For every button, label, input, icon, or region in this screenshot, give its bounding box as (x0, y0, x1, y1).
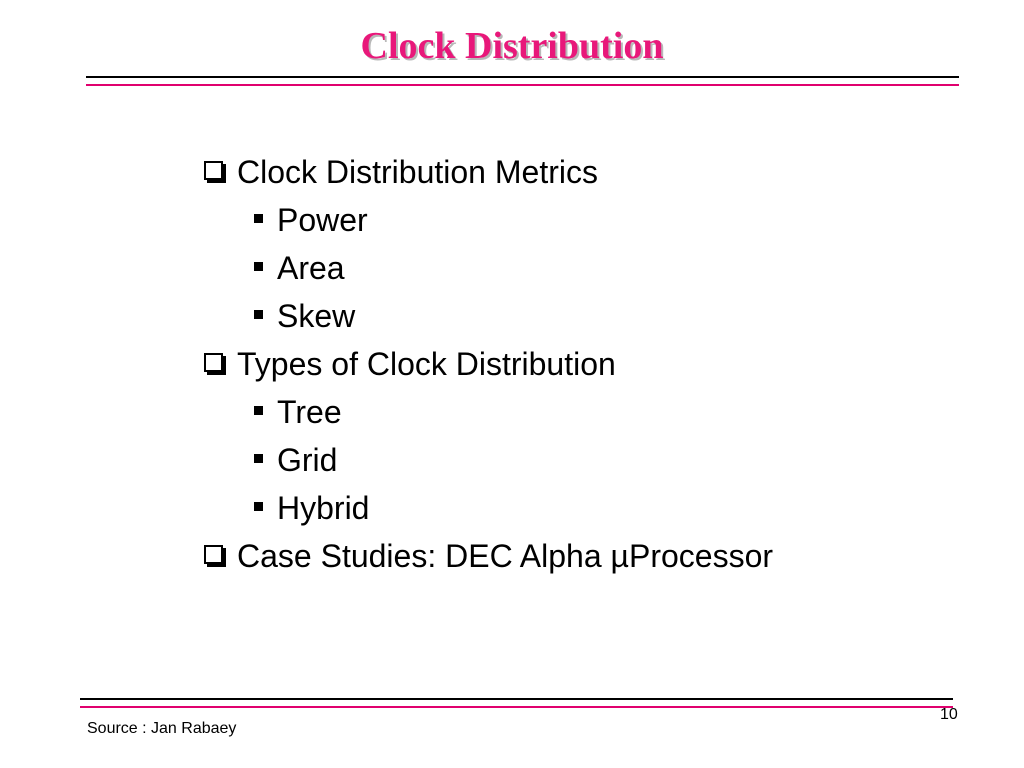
sub-bullet-item (202, 196, 773, 244)
square-bullet-icon (254, 502, 263, 511)
checkbox-icon (204, 545, 223, 564)
square-bullet-icon (254, 454, 263, 463)
sub-bullet-text: Grid (277, 441, 338, 478)
bullet-list (202, 148, 773, 580)
sub-bullet-text: Tree (277, 393, 342, 430)
bullet-text: Clock Distribution Metrics (237, 153, 598, 190)
bullet-item (202, 340, 773, 388)
sub-bullet-text: Power (277, 201, 368, 238)
square-bullet-icon (254, 214, 263, 223)
sub-bullet-text: Skew (277, 297, 356, 334)
bullet-text: Case Studies: DEC Alpha µProcessor (237, 537, 774, 574)
page-number: 10 (940, 706, 958, 723)
header-rule-black (86, 76, 959, 78)
footer-rule-black (80, 698, 953, 700)
sub-bullet-text: Hybrid (277, 489, 370, 526)
header-rule-pink (86, 84, 959, 86)
square-bullet-icon (254, 310, 263, 319)
sub-bullet-item (202, 244, 773, 292)
sub-bullet-item (202, 292, 773, 340)
sub-bullet-item (202, 436, 773, 484)
slide-title: Clock Distribution (360, 25, 664, 67)
sub-bullet-item (202, 388, 773, 436)
checkbox-icon (204, 353, 223, 372)
square-bullet-icon (254, 406, 263, 415)
checkbox-icon (204, 161, 223, 180)
square-bullet-icon (254, 262, 263, 271)
bullet-text: Types of Clock Distribution (237, 345, 616, 382)
bullet-item (202, 532, 773, 580)
footer-rule-pink (80, 706, 953, 708)
sub-bullet-item (202, 484, 773, 532)
source-credit: Source : Jan Rabaey (87, 720, 237, 737)
bullet-item (202, 148, 773, 196)
sub-bullet-text: Area (277, 249, 345, 286)
